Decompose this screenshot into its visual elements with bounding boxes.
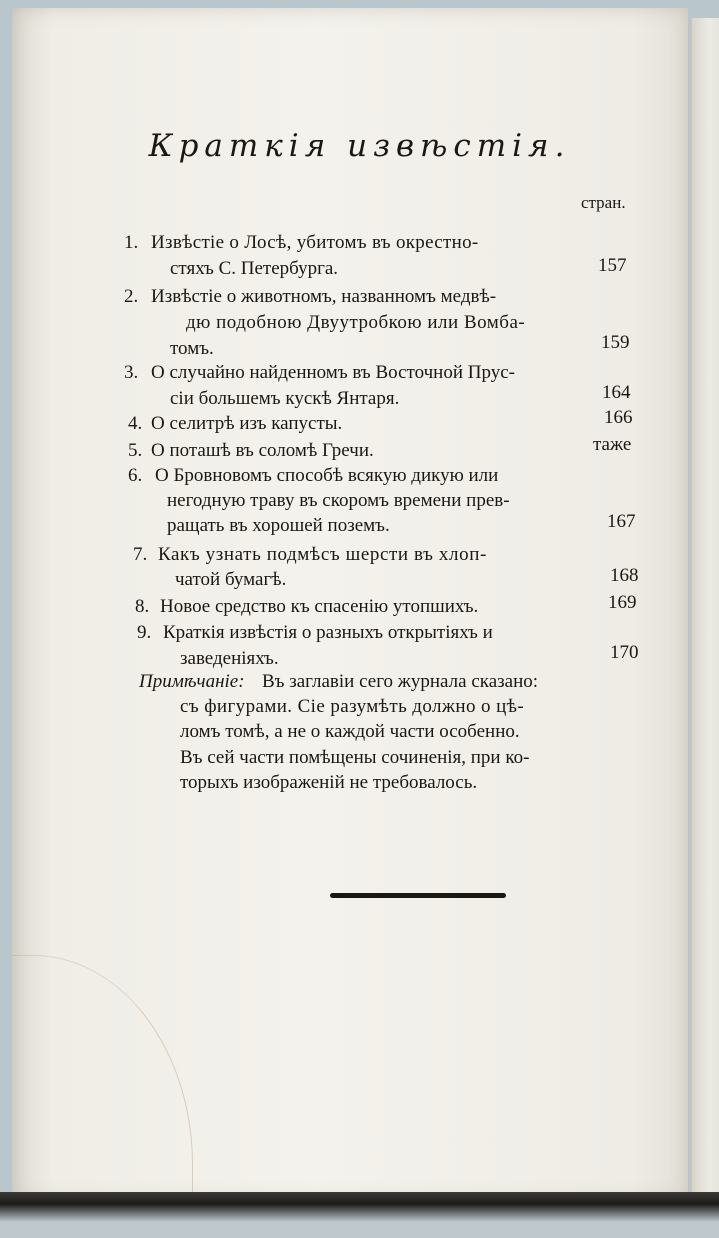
entry-text-line: заведеніяхъ. (180, 648, 279, 669)
entry-text-line: О селитрѣ изъ капусты. (151, 413, 343, 434)
entry-text-line: сіи большемъ кускѣ Янтаря. (170, 388, 400, 409)
entry-page-number: таже (593, 434, 632, 455)
entry-text-line: Краткія извѣстія о разныхъ открытіяхъ и (163, 622, 493, 643)
pages-column-header: стран. (581, 193, 626, 212)
adjacent-page-edge (690, 18, 719, 1203)
entry-number: 7. (133, 544, 148, 565)
note-text-line: торыхъ изображеній не требовалось. (180, 772, 478, 793)
entry-number: 4. (128, 413, 143, 434)
entry-text-line: Новое средство къ спасенію утопшихъ. (160, 596, 479, 617)
end-rule (330, 893, 506, 898)
entry-number: 1. (124, 232, 139, 253)
entry-text-line: О поташѣ въ соломѣ Гречи. (151, 440, 374, 461)
note-label: Примѣчаніе: (139, 671, 245, 692)
entry-text-line: Извѣстіе о Лосѣ, убитомъ въ окрестно- (151, 232, 479, 253)
entry-text-line: ращать въ хорошей поземъ. (167, 515, 390, 536)
entry-text-line: стяхъ С. Петербурга. (170, 258, 339, 279)
note-text-line: Въ заглавіи сего журнала сказано: (262, 671, 539, 692)
entry-text-line: томъ. (170, 338, 214, 359)
page-bottom-shadow (0, 1192, 719, 1238)
entry-page-number: 159 (601, 332, 630, 353)
entry-text-line: О Бровновомъ способѣ всякую дикую или (155, 465, 499, 486)
entry-text-line: негодную траву въ скоромъ времени прев- (167, 490, 510, 511)
note-text-line: Въ сей части помѣщены сочиненія, при ко- (180, 747, 530, 768)
entry-number: 3. (124, 362, 139, 383)
entry-page-number: 167 (607, 511, 636, 532)
entry-number: 9. (137, 622, 152, 643)
entry-text-line: Извѣстіе о животномъ, названномъ медвѣ- (151, 286, 497, 307)
page-title: Краткія извѣстія. (148, 128, 571, 164)
entry-page-number: 164 (602, 382, 631, 403)
entry-number: 8. (135, 596, 150, 617)
entry-page-number: 157 (598, 255, 627, 276)
entry-number: 6. (128, 465, 143, 486)
entry-number: 5. (128, 440, 143, 461)
note-text-line: ломъ томѣ, а не о каждой части особенно. (180, 721, 520, 742)
entry-page-number: 168 (610, 565, 639, 586)
entry-text-line: О случайно найденномъ въ Восточной Прус- (151, 362, 515, 383)
entry-page-number: 170 (610, 642, 639, 663)
entry-page-number: 169 (608, 592, 637, 613)
entry-page-number: 166 (604, 407, 633, 428)
entry-text-line: чатой бумагѣ. (175, 569, 287, 590)
note-text-line: съ фигурами. Сіе разумѣть должно о цѣ- (180, 696, 525, 717)
entry-text-line: дю подобною Двуутробкою или Вомба- (186, 312, 526, 333)
entry-number: 2. (124, 286, 139, 307)
entry-text-line: Какъ узнать подмѣсъ шерсти въ хлоп- (158, 544, 487, 565)
